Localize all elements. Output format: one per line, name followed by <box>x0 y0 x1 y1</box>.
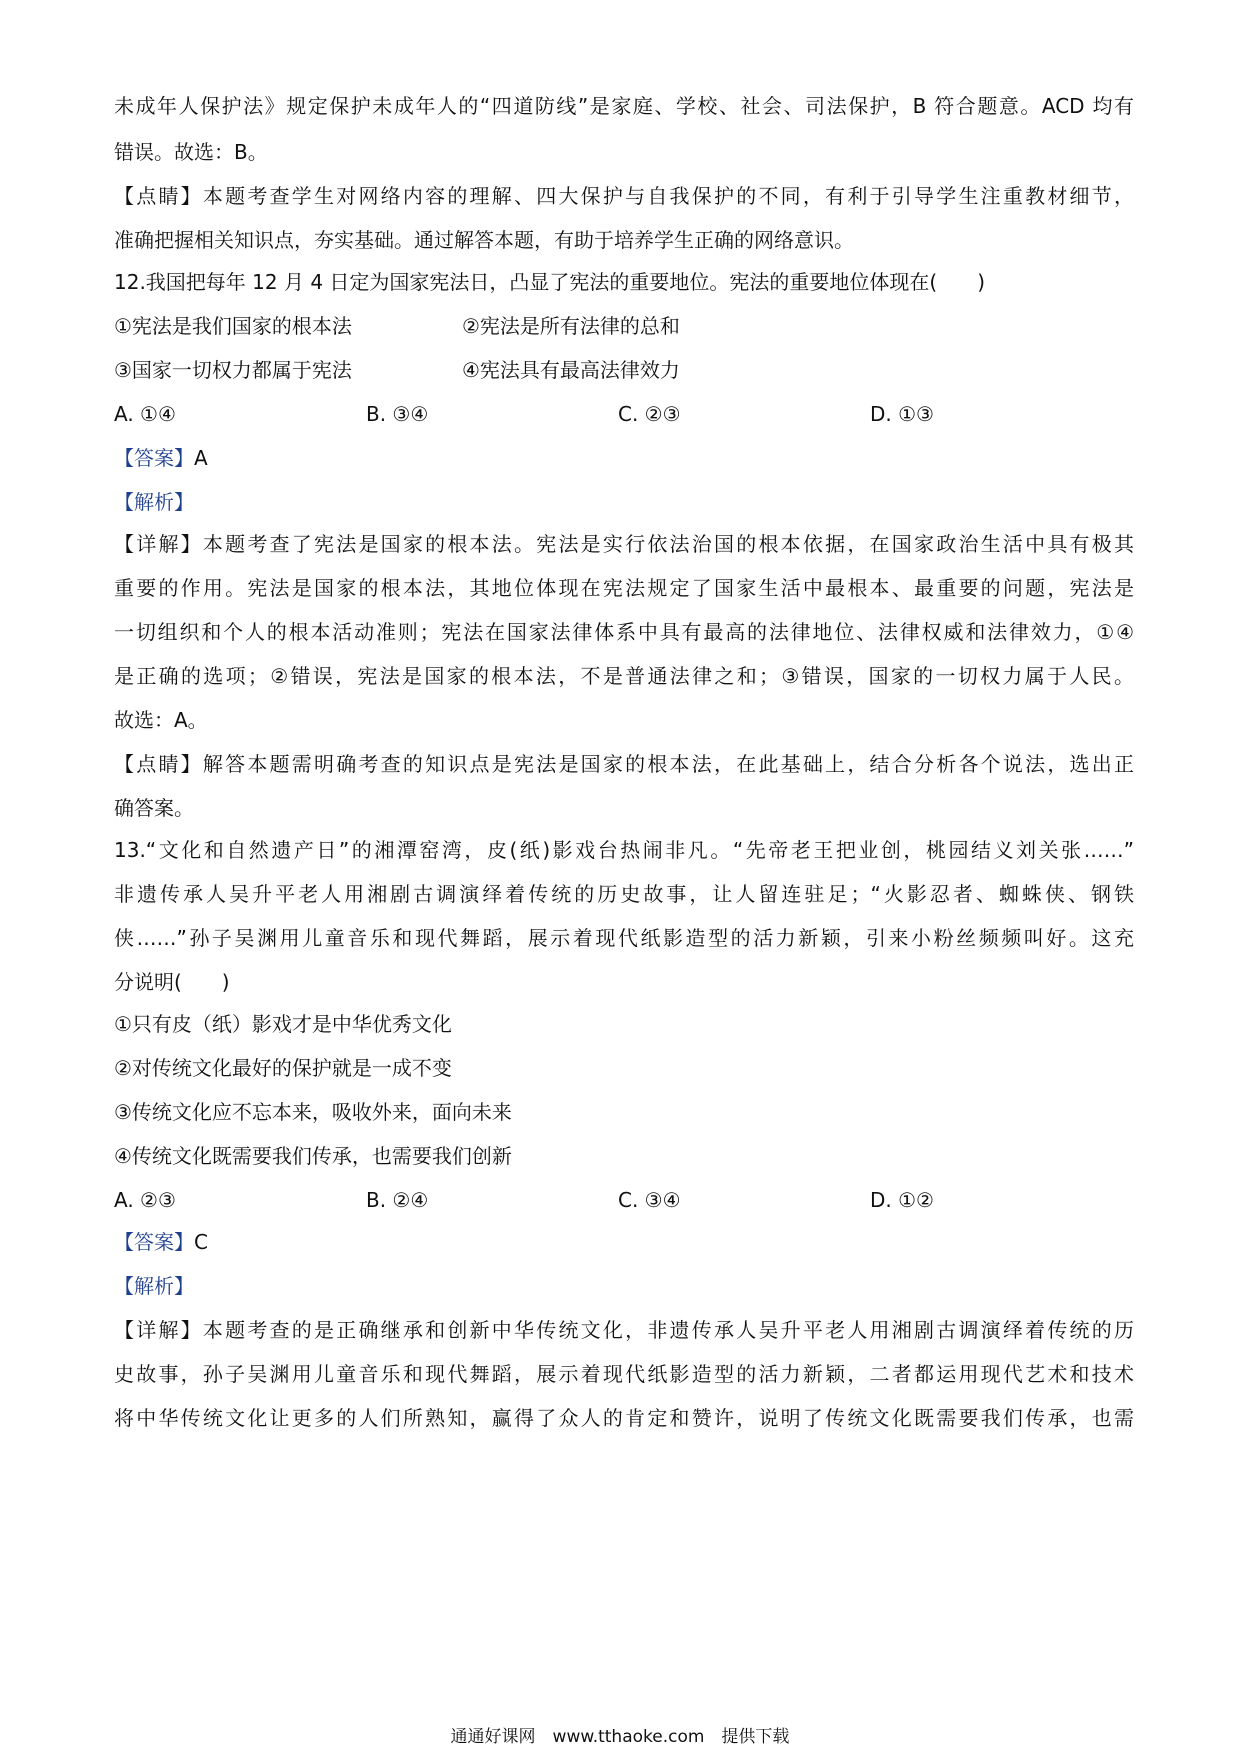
q12-comment-line-1: 【点睛】解答本题需明确考查的知识点是宪法是国家的根本法，在此基础上，结合分析各个说法，选出正 <box>114 752 1134 776</box>
q12-statement-4: ④宪法具有最高法律效力 <box>462 358 680 382</box>
q13-answer <box>114 1228 1134 1256</box>
q12-comment-line-2: 确答案。 <box>114 796 194 820</box>
comment-tag: 【点睛】 <box>114 752 203 776</box>
q13-option-d: D. ①② <box>870 1188 934 1212</box>
q13-option-c: C. ③④ <box>618 1188 681 1212</box>
answer-tag: 【答案】 <box>114 1230 194 1254</box>
page-footer: 通通好课网 www.tthaoke.com 提供下载 <box>450 1727 790 1747</box>
q13-detail-line-2: 史故事，孙子吴渊用儿童音乐和现代舞蹈，展示着现代纸影造型的活力新颖，二者都运用现代艺术和技术 <box>114 1362 1134 1386</box>
q12-option-b: B. ③④ <box>366 402 429 426</box>
q11-comment-line-2: 准确把握相关知识点，夯实基础。通过解答本题，有助于培养学生正确的网络意识。 <box>114 228 854 252</box>
q12-detail-line-5: 故选：A。 <box>114 708 208 732</box>
answer-tag: 【答案】 <box>114 446 194 470</box>
q12-detail-line-2: 重要的作用。宪法是国家的根本法，其地位体现在宪法规定了国家生活中最根本、最重要的问题，宪法是 <box>114 576 1134 600</box>
q13-detail-line-3: 将中华传统文化让更多的人们所熟知，赢得了众人的肯定和赞许，说明了传统文化既需要我们传承，也需 <box>114 1406 1134 1430</box>
q13-statement-3: ③传统文化应不忘本来，吸收外来，面向未来 <box>114 1100 512 1124</box>
analysis-tag: 【解析】 <box>114 490 194 514</box>
q12-analysis <box>114 488 1134 516</box>
q13-statement-4: ④传统文化既需要我们传承，也需要我们创新 <box>114 1144 512 1168</box>
q13-option-a: A. ②③ <box>114 1188 176 1212</box>
analysis-tag: 【解析】 <box>114 1274 194 1298</box>
q12-stem: 12.我国把每年 12 月 4 日定为国家宪法日，凸显了宪法的重要地位。宪法的重要地位体现在( ) <box>114 270 986 294</box>
q12-option-d: D. ①③ <box>870 402 934 426</box>
q12-detail-line-4: 是正确的选项；②错误，宪法是国家的根本法，不是普通法律之和；③错误，国家的一切权力属于人民。 <box>114 664 1134 688</box>
q13-stem-line-4: 分说明( ) <box>114 970 230 994</box>
comment-tag: 【点睛】 <box>114 184 203 208</box>
q12-detail-line-3: 一切组织和个人的根本活动准则；宪法在国家法律体系中具有最高的法律地位、法律权威和法律效力，①④ <box>114 620 1134 644</box>
q11-tail-line-1: 未成年人保护法》规定保护未成年人的“四道防线”是家庭、学校、社会、司法保护，B 符合题意。ACD 均有 <box>114 94 1134 118</box>
q13-statement-1: ①只有皮（纸）影戏才是中华优秀文化 <box>114 1012 452 1036</box>
detail-tag: 【详解】 <box>114 1318 203 1342</box>
q13-stem-line-2: 非遗传承人吴升平老人用湘剧古调演绎着传统的历史故事，让人留连驻足；“火影忍者、蜘蛛侠、钢铁 <box>114 882 1134 906</box>
q13-analysis <box>114 1272 1134 1300</box>
q12-statement-2: ②宪法是所有法律的总和 <box>462 314 680 338</box>
q12-statement-1: ①宪法是我们国家的根本法 <box>114 314 352 338</box>
q13-option-b: B. ②④ <box>366 1188 429 1212</box>
answer-value: C <box>194 1230 208 1254</box>
q12-detail-line-1: 【详解】本题考查了宪法是国家的根本法。宪法是实行依法治国的根本依据，在国家政治生活中具有极其 <box>114 532 1134 556</box>
answer-value: A <box>194 446 208 470</box>
q13-detail-line-1: 【详解】本题考查的是正确继承和创新中华传统文化，非遗传承人吴升平老人用湘剧古调演绎着传统的历 <box>114 1318 1134 1342</box>
q13-stem-line-3: 侠……”孙子吴渊用儿童音乐和现代舞蹈，展示着现代纸影造型的活力新颖，引来小粉丝频频叫好。这充 <box>114 926 1134 950</box>
q12-option-c: C. ②③ <box>618 402 681 426</box>
q12-answer <box>114 444 1134 472</box>
q13-statement-2: ②对传统文化最好的保护就是一成不变 <box>114 1056 452 1080</box>
q11-comment-line-1: 【点睛】本题考查学生对网络内容的理解、四大保护与自我保护的不同，有利于引导学生注重教材细节， <box>114 184 1134 208</box>
q13-stem-line-1: 13.“文化和自然遗产日”的湘潭窑湾，皮(纸)影戏台热闹非凡。“先帝老王把业创，桃园结义刘关张……” <box>114 838 1134 862</box>
detail-tag: 【详解】 <box>114 532 203 556</box>
q12-statement-3: ③国家一切权力都属于宪法 <box>114 358 352 382</box>
q12-option-a: A. ①④ <box>114 402 176 426</box>
q11-tail-line-2: 错误。故选：B。 <box>114 140 268 164</box>
